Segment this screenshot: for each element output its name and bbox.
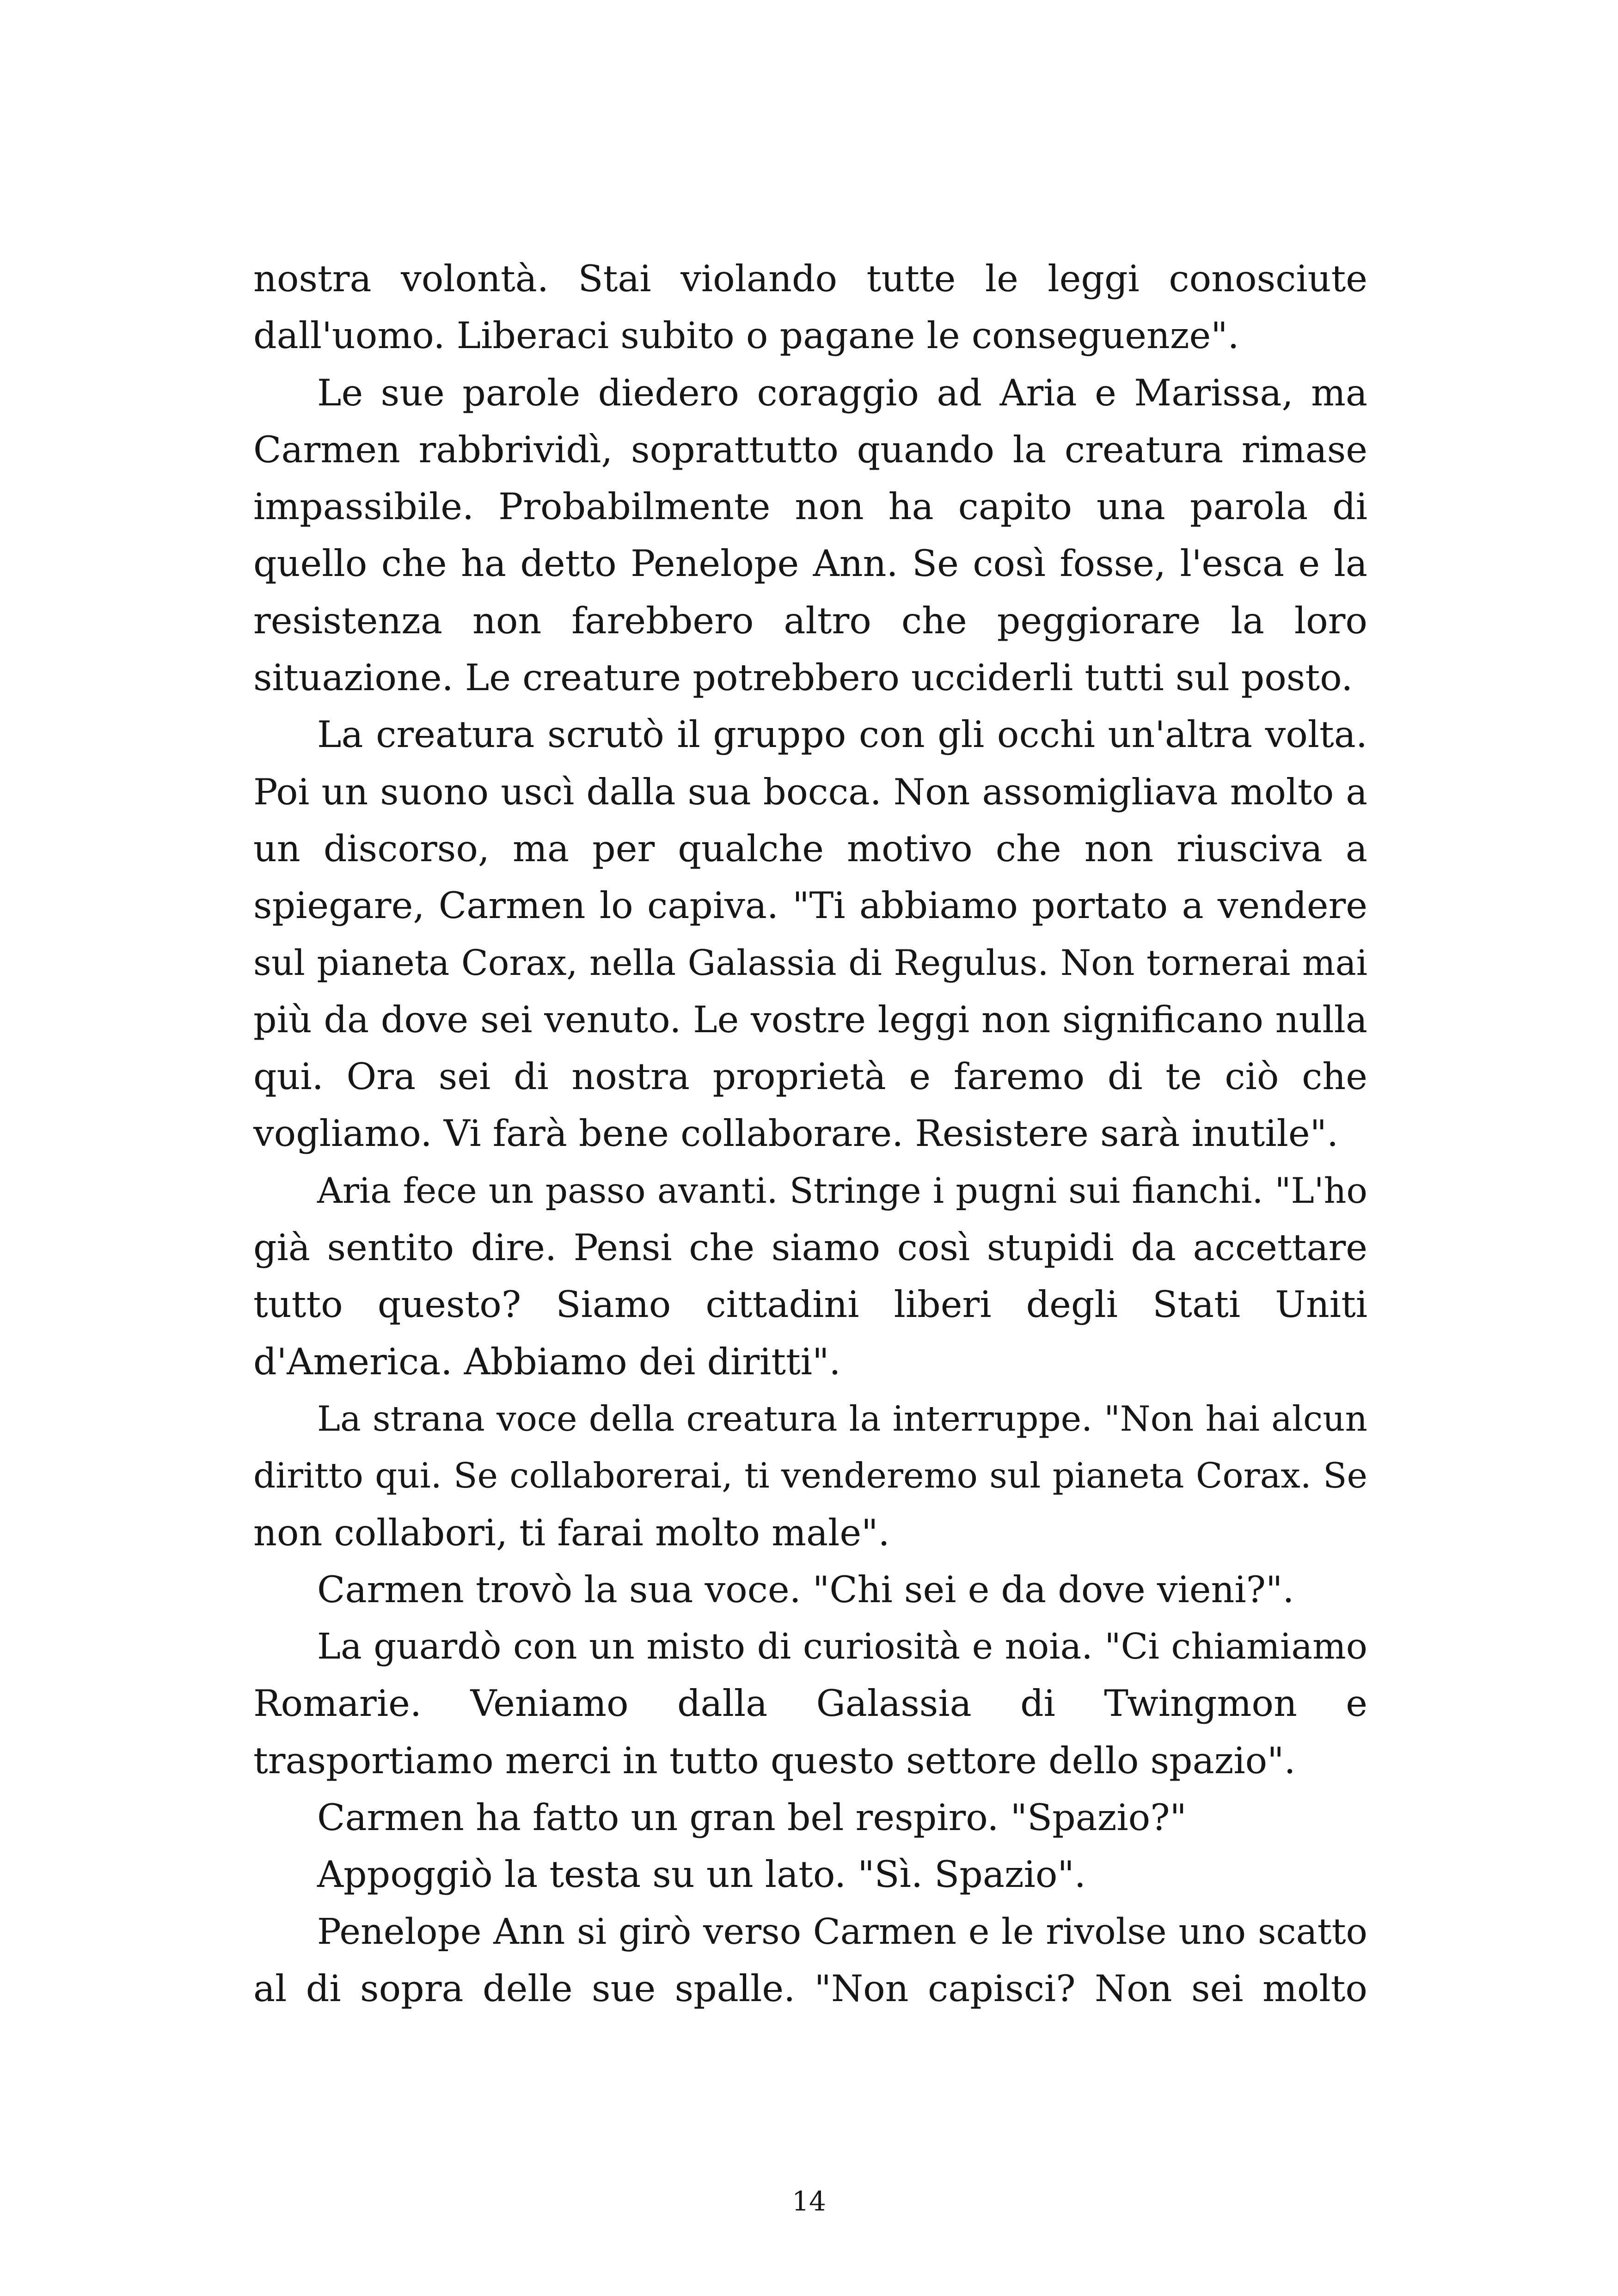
text-line: La strana voce della creatura la interruppe. "Non hai alcun [317,1398,1367,1439]
text-line: più da dove sei venuto. Le vostre leggi non significano nulla [253,998,1367,1041]
text-line: al di sopra delle sue spalle. "Non capisci? Non sei molto [253,1967,1367,2010]
text-line: spiegare, Carmen lo capiva. "Ti abbiamo portato a vendere [253,884,1367,927]
text-line: resistenza non farebbero altro che peggiorare la loro [253,599,1367,642]
text-line: quello che ha detto Penelope Ann. Se così fosse, l'esca e la [253,542,1367,585]
text-line: nostra volontà. Stai violando tutte le leggi conosciute [253,257,1367,300]
text-line: Aria fece un passo avanti. Stringe i pugni sui fianchi. "L'ho [317,1170,1367,1211]
body-text [253,251,1367,2017]
text-line: trasportiamo merci in tutto questo settore dello spazio". [253,1739,1296,1782]
text-line: Penelope Ann si girò verso Carmen e le rivolse uno scatto [317,1910,1367,1953]
text-line: La creatura scrutò il gruppo con gli occhi un'altra volta. [317,713,1367,756]
text-line: tutto questo? Siamo cittadini liberi degli Stati Uniti [253,1283,1367,1326]
text-line: Le sue parole diedero coraggio ad Aria e Marissa, ma [317,371,1367,414]
text-line: dall'uomo. Liberaci subito o pagane le conseguenze". [253,314,1239,357]
page-number: 14 [792,2186,826,2217]
text-line: vogliamo. Vi farà bene collaborare. Resistere sarà inutile". [253,1112,1339,1155]
text-line: Appoggiò la testa su un lato. "Sì. Spazio". [317,1853,1086,1896]
text-line: Poi un suono uscì dalla sua bocca. Non assomigliava molto a [253,771,1367,813]
text-line: impassibile. Probabilmente non ha capito una parola di [253,485,1367,528]
text-line: d'America. Abbiamo dei diritti". [253,1340,841,1383]
text-line: Carmen rabbrividì, soprattutto quando la creatura rimase [253,428,1367,471]
text-line: già sentito dire. Pensi che siamo così stupidi da accettare [253,1226,1367,1269]
text-line: La guardò con un misto di curiosità e noia. "Ci chiamiamo [317,1626,1367,1668]
text-line: situazione. Le creature potrebbero ucciderli tutti sul posto. [253,656,1353,699]
text-line: Romarie. Veniamo dalla Galassia di Twingmon e [253,1682,1367,1725]
text-line: diritto qui. Se collaborerai, ti venderemo sul pianeta Corax. Se [253,1455,1367,1496]
text-line: qui. Ora sei di nostra proprietà e faremo di te ciò che [253,1055,1367,1098]
text-line: Carmen ha fatto un gran bel respiro. "Spazio?" [317,1796,1187,1839]
text-line: Carmen trovò la sua voce. "Chi sei e da dove vieni?". [317,1568,1294,1611]
text-line: non collabori, ti farai molto male". [253,1511,890,1554]
text-line: un discorso, ma per qualche motivo che non riusciva a [253,827,1367,870]
text-line: sul pianeta Corax, nella Galassia di Regulus. Non tornerai mai [253,942,1367,983]
